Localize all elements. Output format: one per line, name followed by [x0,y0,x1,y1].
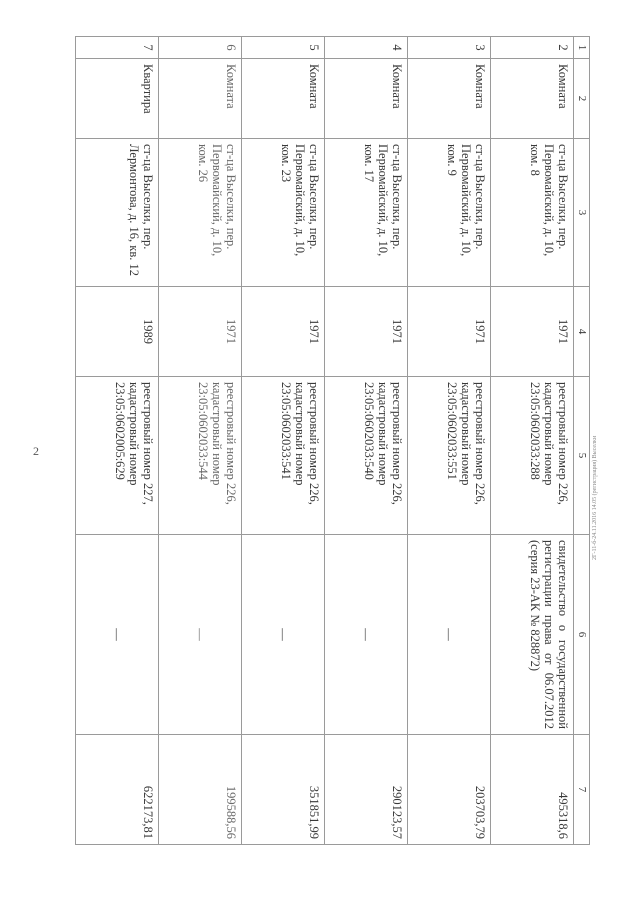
row-number: 6 [159,37,242,59]
column-number: 2 [574,59,590,139]
construction-year: 1971 [408,287,491,377]
registration-certificate: свидетельство о государственной регистрации права от 06.07.2012 (серия 23-АК № 828872) [491,535,574,735]
table-row [159,37,242,845]
object-address: ст-ца Выселки, пер. Первомайский, д. 10, ком. 17 [325,139,408,287]
registry-info: реестровый номер 226, кадастровый номер 23:05:0602033:288 [491,377,574,535]
row-number: 3 [408,37,491,59]
registration-certificate: — [325,535,408,735]
object-type: Комната [408,59,491,139]
property-table [75,36,590,845]
registry-info: реестровый номер 227, кадастровый номер 23:05:0602005:629 [76,377,159,535]
object-value: 495318,6 [491,735,574,845]
column-number: 7 [574,735,590,845]
registration-certificate: — [76,535,159,735]
object-address: ст-ца Выселки, пер. Лермонтова, д. 16, кв. 12 [76,139,159,287]
object-type: Комната [159,59,242,139]
row-number: 5 [242,37,325,59]
column-number: 4 [574,287,590,377]
table-row [325,37,408,845]
object-value: 351851,99 [242,735,325,845]
registry-info: реестровый номер 226, кадастровый номер 23:05:0602033:551 [408,377,491,535]
construction-year: 1989 [76,287,159,377]
column-number: 6 [574,535,590,735]
object-type: Комната [325,59,408,139]
construction-year: 1971 [325,287,408,377]
object-value: 199588,56 [159,735,242,845]
object-value: 203703,79 [408,735,491,845]
column-number: 1 [574,37,590,59]
registration-certificate: — [408,535,491,735]
column-number-row [574,37,590,845]
table-row [76,37,159,845]
registration-certificate: — [242,535,325,735]
construction-year: 1971 [159,287,242,377]
object-type: Комната [242,59,325,139]
table-row [491,37,574,845]
table-row [242,37,325,845]
construction-year: 1971 [491,287,574,377]
column-number: 3 [574,139,590,287]
object-address: ст-ца Выселки, пер. Первомайский, д. 10, ком. 8 [491,139,574,287]
registry-info: реестровый номер 226, кадастровый номер 23:05:0602033:544 [159,377,242,535]
object-value: 290123,57 [325,735,408,845]
registry-info: реестровый номер 226, кадастровый номер 23:05:0602033:541 [242,377,325,535]
object-type: Комната [491,59,574,139]
object-address: ст-ца Выселки, пер. Первомайский, д. 10, ком. 23 [242,139,325,287]
row-number: 2 [491,37,574,59]
object-type: Квартира [76,59,159,139]
object-address: ст-ца Выселки, пер. Первомайский, д. 10, ком. 9 [408,139,491,287]
object-value: 622173,81 [76,735,159,845]
object-address: ст-ца Выселки, пер. Первомайский, д. 10, ком. 26 [159,139,242,287]
footer-stamp-text: 2Г-11-б-24.11.2016 14.05 (регистрация) Выселки [592,435,598,560]
row-number: 4 [325,37,408,59]
construction-year: 1971 [242,287,325,377]
registry-info: реестровый номер 226, кадастровый номер 23:05:0602033:540 [325,377,408,535]
registration-certificate: — [159,535,242,735]
column-number: 5 [574,377,590,535]
table-row [408,37,491,845]
row-number: 7 [76,37,159,59]
page-number: 2 [33,444,39,458]
